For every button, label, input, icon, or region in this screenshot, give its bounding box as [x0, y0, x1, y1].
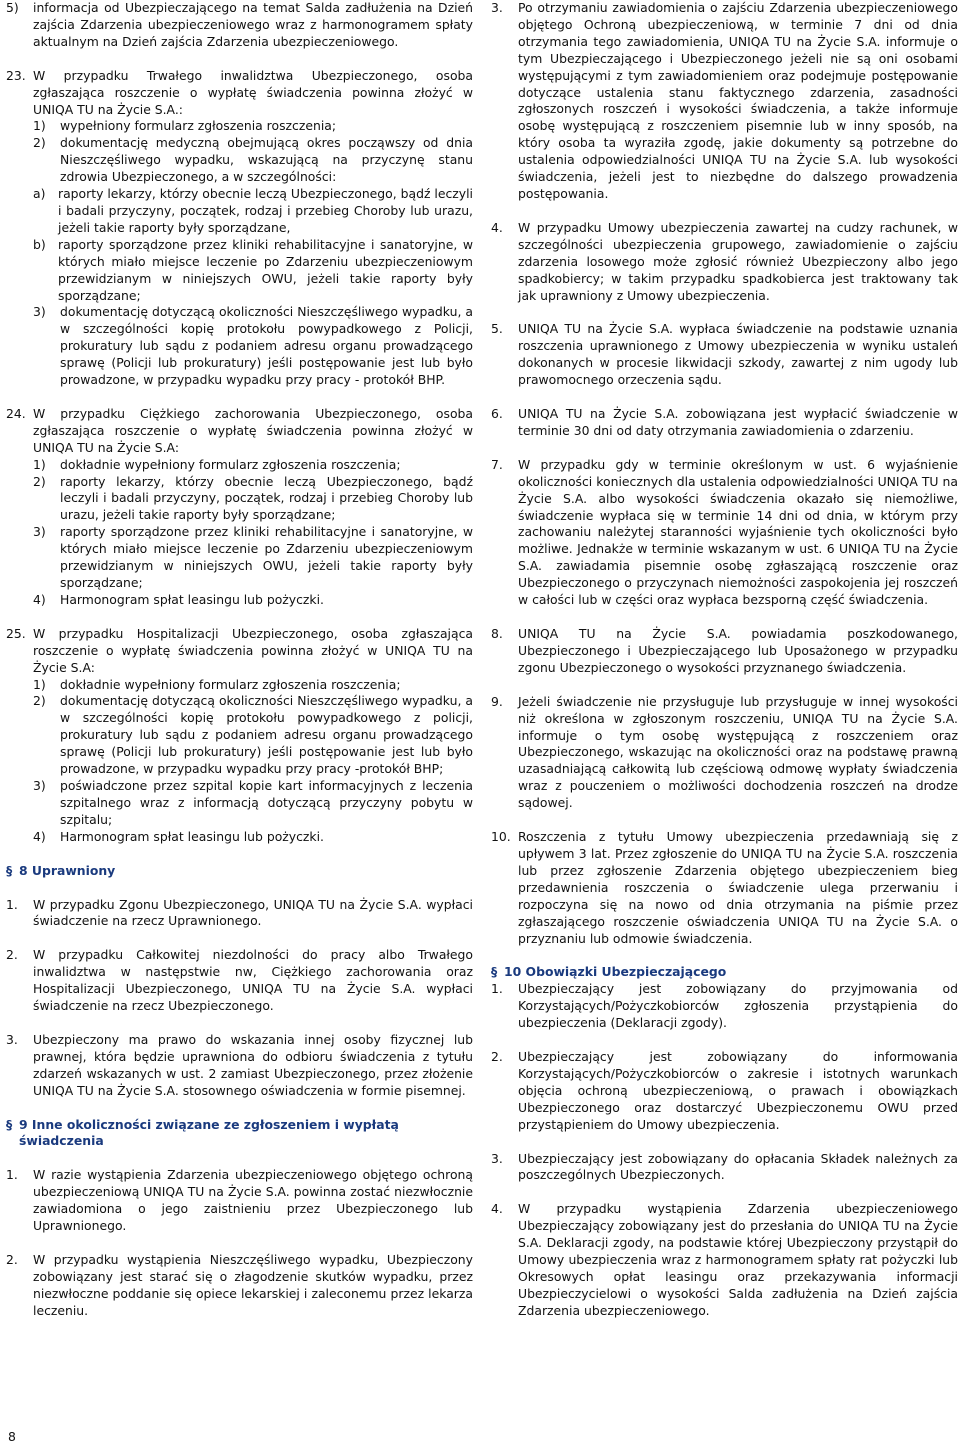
list-item: 2) dokumentację medyczną obejmującą okres począwszy od dnia Nieszczęśliwego wypadku, wskazującą na przyczynę stanu zdrowia Ubezpieczonego, a w szczególności: — [33, 135, 473, 185]
item-number: 5) — [6, 0, 19, 15]
item-text: W przypadku Ciężkiego zachorowania Ubezpieczonego, osoba zgłaszająca roszczenie o wypłatę świadczenia powinna złożyć w UNIQA TU na Życie S.A: — [33, 405, 473, 455]
list-item: 9. Jeżeli świadczenie nie przysługuje lub przysługuje w innej wysokości niż określona w zgłoszonym roszczeniu, UNIQA TU na Życie S.A. informuje o tym osobę występującą z roszczeniem oraz Ubezpieczonego, wskazując na okoliczności oraz na podstawę prawną uzasadniającą całkowitą lub częściową odmowę wypłaty świadczenia wraz z pouczeniem o możliwości dochodzenia roszczeń na drodze sądowej. — [491, 693, 958, 811]
list-item: 1) wypełniony formularz zgłoszenia roszczenia; — [33, 118, 337, 134]
list-item: 4) Harmonogram spłat leasingu lub pożyczki. — [33, 591, 324, 607]
section-heading-10 — [491, 964, 958, 981]
list-item: 2. Ubezpieczający jest zobowiązany do informowania Korzystających/Pożyczkobiorców o zakresie i istotnych warunkach objęcia ochroną ubezpieczeniową, o prawach i obowiązkach Ubezpieczonego oraz dostarczyć Ubezpieczonemu OWU przed przystąpieniem do Umowy ubezpieczenia. — [491, 1049, 958, 1132]
section-heading-8 — [6, 863, 473, 880]
list-item: 2) raporty lekarzy, którzy obecnie leczą Ubezpieczonego, bądź leczyli i badali przyczyny, początek, rodzaj i przebieg Choroby lub urazu, jeżeli takie raporty były sporządzane; — [33, 473, 473, 523]
list-item: 8. UNIQA TU na Życie S.A. powiadamia poszkodowanego, Ubezpieczonego i Ubezpieczającego lub Uposażonego w przypadku zgonu Ubezpieczonego o wysokości przyznanego świadczenia. — [491, 626, 958, 675]
section-title: 8 Uprawniony — [19, 862, 116, 878]
list-item: 2. W przypadku wystąpienia Nieszczęśliwego wypadku, Ubezpieczony zobowiązany jest starać się o złagodzenie skutków wypadku, przez niezwłoczne poddanie się opiece lekarskiej i zaleconemu przez lekarza leczeniu. — [6, 1252, 473, 1318]
section-sign-icon: § — [6, 1116, 13, 1132]
section-sign-icon: § — [491, 964, 498, 980]
list-item: b) raporty sporządzone przez kliniki rehabilitacyjne i sanatoryjne, w których miało miejsce leczenie po Zdarzeniu ubezpieczeniowym przewidzianym w niniejszych OWU, jeżeli takie raporty były sporządzane; — [33, 236, 473, 303]
list-item: 4. W przypadku Umowy ubezpieczenia zawartej na cudzy rachunek, w szczególności ubezpieczenia grupowego, zawiadomienie o zajściu zdarzenia losowego może zgłosić również Ubezpieczony albo jego spadkobiercy; w takim przypadku spadkobierca jest traktowany tak jak uprawniony z Umowy ubezpieczenia. — [491, 219, 958, 303]
item-number: 25. — [6, 625, 26, 641]
section-23 — [6, 68, 473, 389]
list-item: 3) dokumentację dotyczącą okoliczności Nieszczęśliwego wypadku, a w szczególności kopię protokołu powypadkowego z Policji, prokuratury lub sądu z podaniem adresu organu prowadzącego sprawę (Policji lub prokuratury) jeśli postępowanie jest lub było prowadzone, w przypadku wypadku przy pracy - protokół BHP. — [33, 304, 473, 388]
list-item — [6, 0, 473, 51]
item-number: 23. — [6, 67, 26, 83]
list-item: 1. W przypadku Zgonu Ubezpieczonego, UNIQA TU na Życie S.A. wypłaci świadczenie na rzecz Uprawnionego. — [6, 896, 473, 929]
list-item: 1) dokładnie wypełniony formularz zgłoszenia roszczenia; — [33, 676, 401, 692]
item-number: 24. — [6, 405, 26, 421]
list-item: 3. Ubezpieczony ma prawo do wskazania innej osoby fizycznej lub prawnej, która będzie uprawniona do odbioru świadczenia z tytułu zdarzeń wskazanych w ust. 2 zamiast Ubezpieczonego, przez złożenie UNIQA TU na Życie S.A. stosownego oświadczenia w formie pisemnej. — [6, 1031, 473, 1098]
list-item: a) raporty lekarzy, którzy obecnie leczą Ubezpieczonego, bądź leczyli i badali przyczyny, początek, rodzaj i przebieg Choroby lub urazu, jeżeli takie raporty były sporządzane, — [33, 186, 473, 235]
list-item: 2) dokumentację dotyczącą okoliczności Nieszczęśliwego wypadku, a w szczególności kopię protokołu powypadkowego z policji, prokuratury lub sądu z podaniem adresu organu prowadzącego sprawę (Policji lub prokuratury) jeśli postępowanie jest lub było prowadzone, w przypadku wypadku przy pracy -protokół BHP; — [33, 693, 473, 777]
section-heading-9 — [6, 1117, 473, 1151]
list-item: 3. Po otrzymaniu zawiadomienia o zajściu Zdarzenia ubezpieczeniowego objętego Ochroną ubezpieczeniową, w terminie 7 dni od dnia otrzymania tego zawiadomienia, UNIQA TU na Życie S.A. informuje o tym Ubezpieczającego i Ubezpieczonego jeżeli nie są oni osobami występującymi z tym zawiadomieniem oraz podejmuje postępowanie dotyczące ustalenia stanu faktycznego zdarzenia, zasadności zgłoszonych roszczeń i wysokości świadczenia, a także informuje osobę występującą z roszczeniem pisemnie lub w inny sposób, na który osoba ta wyraziła zgodę, jakie dokumenty są potrzebne do ustalenia odpowiedzialności UNIQA TU na Życie S.A. lub wysokości świadczenia, jeżeli jest to niezbędne do dalszego prowadzenia postępowania. — [491, 0, 958, 201]
page-number: 8 — [8, 1429, 16, 1444]
item-text: W przypadku Hospitalizacji Ubezpieczonego, osoba zgłaszająca roszczenie o wypłatę świadczenia powinna złożyć w UNIQA TU na Życie S.A: — [33, 625, 473, 675]
list-item: 1. Ubezpieczający jest zobowiązany do przyjmowania od Korzystających/Pożyczkobiorców zgłoszenia przystąpienia do ubezpieczenia (Deklaracji zgody). — [491, 981, 958, 1031]
list-item: 3) poświadczone przez szpital kopie kart informacyjnych z leczenia szpitalnego wraz z informacją dotyczącą przyczyny pobytu w szpitalu; — [33, 777, 473, 827]
list-item: 1) dokładnie wypełniony formularz zgłoszenia roszczenia; — [33, 456, 401, 472]
list-item: 2. W przypadku Całkowitej niezdolności do pracy albo Trwałego inwalidztwa w następstwie nw, Ciężkiego zachorowania oraz Hospitalizacji Ubezpieczonego, UNIQA TU na Życie S.A. wypłaci świadczenie na rzecz Ubezpieczonego. — [6, 947, 473, 1014]
list-item: 3) raporty sporządzone przez kliniki rehabilitacyjne i sanatoryjne, w których miało miejsce leczenie po Zdarzeniu ubezpieczeniowym przewidzianym w niniejszych OWU, jeżeli takie raporty były sporządzane; — [33, 524, 473, 590]
list-item: 6. UNIQA TU na Życie S.A. zobowiązana jest wypłacić świadczenie w terminie 30 dni od daty otrzymania zawiadomienia o zdarzeniu. — [491, 406, 958, 438]
list-item: 3. Ubezpieczający jest zobowiązany do opłacania Składek należnych za poszczególnych Ubezpieczonych. — [491, 1150, 958, 1183]
list-item: 4. W przypadku wystąpienia Zdarzenia ubezpieczeniowego Ubezpieczający zobowiązany jest do przesłania do UNIQA TU na Życie S.A. Deklaracji zgody, na podstawie której Ubezpieczony przystąpił do Umowy ubezpieczenia wraz z harmonogramem spłaty rat pożyczki lub Okresowych opłat leasingu oraz przekazywania informacji Ubezpieczycielowi o wysokości Salda zadłużenia na Dzień zajścia Zdarzenia ubezpieczeniowego. — [491, 1201, 958, 1318]
left-column — [6, 0, 473, 1320]
item-text: W przypadku Trwałego inwalidztwa Ubezpieczonego, osoba zgłaszająca roszczenie o wypłatę świadczenia powinna złożyć w UNIQA TU na Życie S.A.: — [33, 67, 473, 117]
list-item: 10. Roszczenia z tytułu Umowy ubezpieczenia przedawniają się z upływem 3 lat. Przez zgłoszenie do UNIQA TU na Życie S.A. roszczenia lub przez zgłoszenie Zdarzenia objętego ubezpieczeniem bieg przedawnienia roszczenia o świadczenie ulega przerwaniu i rozpoczyna się na nowo od dnia otrzymania na piśmie przez zgłaszającego roszczenie oświadczenia UNIQA TU na Życie S.A. o przyznaniu lub odmowie świadczenia. — [491, 829, 958, 946]
list-item: 1. W razie wystąpienia Zdarzenia ubezpieczeniowego objętego ochroną ubezpieczeniową UNIQA TU na Życie S.A. powinna zostać niezwłocznie zawiadomiona o jego zaistnieniu przez Ubezpieczonego lub Uprawnionego. — [6, 1167, 473, 1234]
section-title: 9 Inne okoliczności związane ze zgłoszeniem i wypłatą świadczenia — [19, 1116, 399, 1149]
right-column — [491, 0, 958, 1320]
list-item: 5. UNIQA TU na Życie S.A. wypłaca świadczenie na podstawie uznania roszczenia uprawnionego z Umowy ubezpieczenia w wyniku ustaleń dokonanych w procesie likwidacji szkody, zawartej z nim ugody lub prawomocnego orzeczenia sądu. — [491, 321, 958, 388]
section-sign-icon: § — [6, 862, 13, 878]
section-24 — [6, 406, 473, 609]
list-item: 4) Harmonogram spłat leasingu lub pożyczki. — [33, 828, 324, 844]
list-item: 7. W przypadku gdy w terminie określonym w ust. 6 wyjaśnienie okoliczności koniecznych dla ustalenia odpowiedzialności UNIQA TU na Życie S.A. albo wysokości świadczenia okazało się niemożliwe, świadczenie wypłaca się w terminie 14 dni od dnia, w którym przy zachowaniu należytej staranności wyjaśnienie tych okoliczności było możliwe. Jednakże w terminie wskazanym w ust. 6 UNIQA TU na Życie S.A. zawiadamia pisemnie osobę zgłaszającą roszczenie oraz Ubezpieczonego o przyczynach niemożności zaspokojenia jej roszczeń w całości lub w części oraz wypłaca bezsporną część świadczenia. — [491, 456, 958, 608]
item-text: informacja od Ubezpieczającego na temat Salda zadłużenia na Dzień zajścia Zdarzenia ubezpieczeniowego wraz z harmonogramem spłaty aktualnym na Dzień zajścia Zdarzenia ubezpieczeniowego. — [33, 0, 473, 49]
section-25 — [6, 626, 473, 846]
section-title: 10 Obowiązki Ubezpieczającego — [504, 964, 727, 980]
